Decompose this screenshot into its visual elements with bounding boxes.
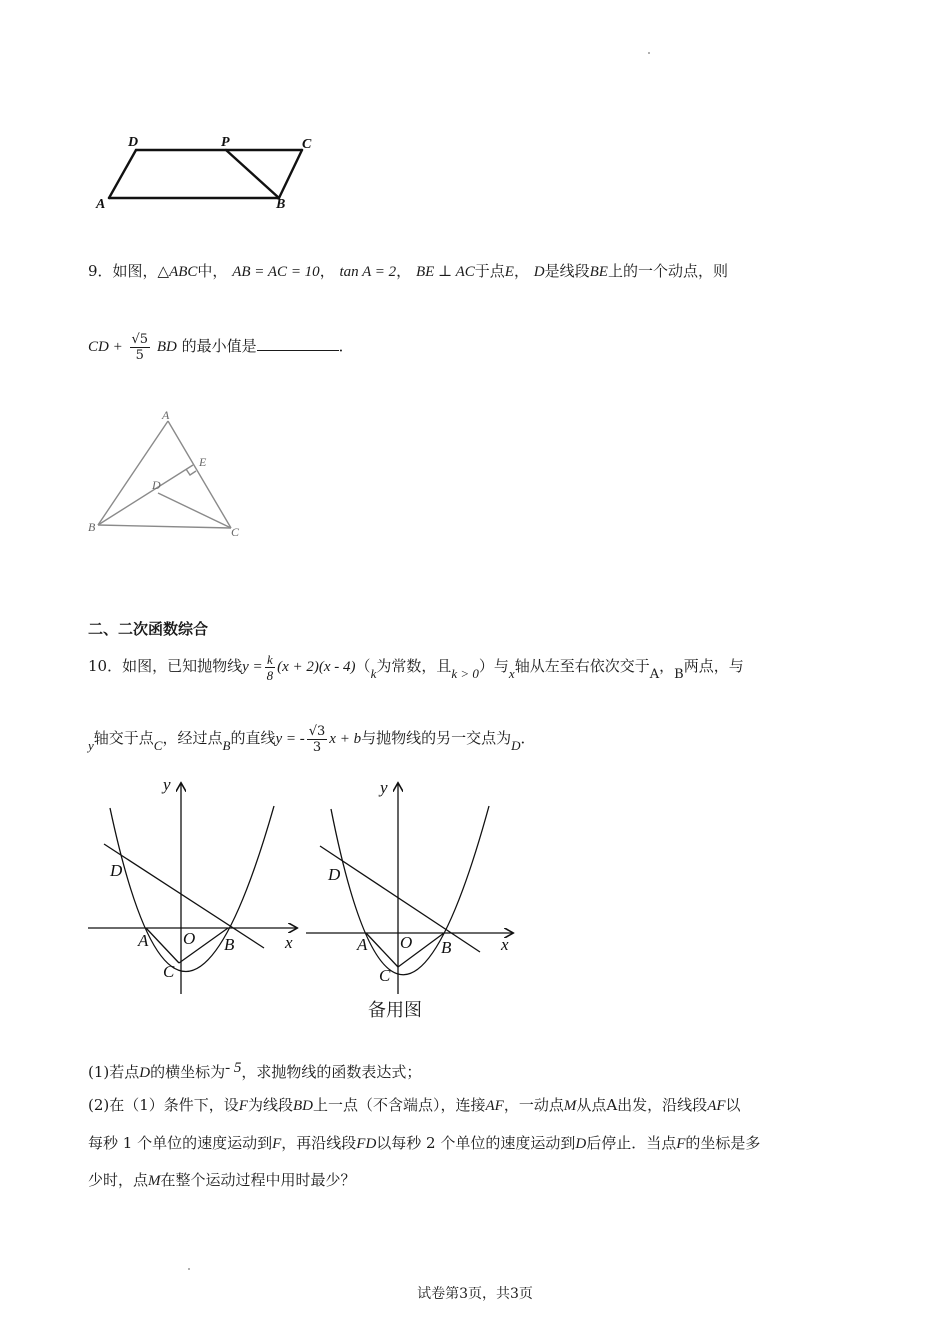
g2-O-label: O: [400, 933, 413, 952]
parabola-graph-spare: [304, 776, 519, 1001]
q9-answer-blank[interactable]: [257, 334, 339, 351]
sub1-label: (1)若点: [88, 1063, 140, 1081]
sub1-rest: ，求抛物线的函数表达式；: [241, 1063, 422, 1081]
q9-line2: [88, 328, 354, 365]
sub2-a: (2)在（1）条件下，设: [88, 1096, 239, 1114]
q10-comma: ，: [659, 657, 675, 675]
q9-line1: [88, 260, 728, 283]
q10-frac-k: k: [265, 652, 276, 668]
sub2-AF2: AF: [707, 1098, 726, 1114]
sub2-line3a: 少时，点: [88, 1171, 149, 1189]
sub2-F2: F: [272, 1136, 282, 1152]
section-2-title: 二、二次函数综合: [88, 620, 209, 638]
q10-line2-a: 轴交于点: [93, 729, 154, 747]
g2-D-label: D: [328, 865, 341, 884]
spare-graph-caption: 备用图: [368, 1000, 422, 1021]
g2-x-label: x: [501, 935, 509, 954]
q9-expr-cd: CD +: [88, 339, 123, 355]
q10-paren-close: ）与: [478, 657, 509, 675]
q10-two-points: 两点，与: [683, 657, 744, 675]
q10-paren-open: （: [355, 657, 371, 675]
q10-kpos: k > 0: [451, 666, 479, 681]
q9-sep2: ，: [396, 262, 412, 280]
parabola-graph-main: [86, 776, 301, 1001]
sub2-line2c: 以每秒 2 个单位的速度运动到: [376, 1134, 576, 1152]
q9-fraction: [130, 332, 151, 363]
sub2-BD: BD: [292, 1098, 313, 1114]
q9-cond1: AB = AC = 10: [232, 264, 320, 280]
q9-question: 的最小值是: [181, 337, 257, 355]
g2-C-label: C: [379, 966, 391, 985]
q9-E: E: [504, 264, 514, 280]
sub2-c: 上一点（不含端点），连接: [312, 1096, 486, 1114]
q10-line2-B: B: [222, 738, 231, 753]
q10-line-fraction: [307, 724, 328, 755]
sub2-D: D: [575, 1136, 587, 1152]
sub2-line3b: 在整个运动过程中用时最少？: [160, 1171, 356, 1189]
sub2-e: 从点A出发，沿线段: [576, 1096, 708, 1114]
q9-frac-den: 5: [135, 347, 144, 363]
q9-yu: 于点: [474, 262, 505, 280]
q10-frac-8: 8: [266, 667, 274, 683]
tri-label-A: A: [162, 408, 170, 422]
sub2-line2a: 每秒 1 个单位的速度运动到: [88, 1134, 273, 1152]
g1-C-label: C: [163, 962, 175, 981]
triangle-figure: [86, 405, 256, 545]
q10-line2-D: D: [511, 738, 521, 753]
sub2-d: ，一动点: [503, 1096, 564, 1114]
tri-label-B: B: [88, 520, 96, 534]
q10-line-xb: x + b: [329, 731, 362, 747]
q9-sep1: ，: [319, 262, 335, 280]
tri-label-E: E: [199, 455, 207, 469]
q9-tail: 上的一个动点，则: [607, 262, 728, 280]
q10-line1: [88, 648, 744, 686]
q9-expr-bd: BD: [156, 339, 177, 355]
parallelogram-figure: [90, 128, 330, 218]
label-B: B: [276, 197, 286, 212]
q10-sub2-line1: [88, 1094, 741, 1117]
g2-A-label: A: [357, 935, 368, 954]
sub2-line2b: ，再沿线段: [281, 1134, 357, 1152]
q10-line2-end: ．: [520, 729, 536, 747]
page-mark: [648, 52, 650, 54]
q9-number: 9．如图，: [88, 262, 158, 280]
sub2-F3: F: [676, 1136, 686, 1152]
q9-cond2: tan A = 2: [339, 264, 397, 280]
q10-y-eq: y =: [242, 659, 263, 675]
q10-line2-d: 与抛物线的另一交点为: [361, 729, 512, 747]
q10-x: x: [508, 666, 515, 681]
tri-label-D: D: [152, 478, 161, 492]
q9-BE: BE: [589, 264, 608, 280]
q10-k: k: [370, 666, 377, 681]
q9-in: 中，: [197, 262, 228, 280]
sub2-F: F: [238, 1098, 248, 1114]
sub2-AF: AF: [485, 1098, 504, 1114]
q10-axis-text: 轴从左至右依次交于: [514, 657, 650, 675]
q9-end: ．: [338, 337, 354, 355]
q10-sub1: [88, 1061, 421, 1084]
sub1-val: - 5: [225, 1060, 242, 1076]
q9-mid: 是线段: [544, 262, 590, 280]
sub2-FD: FD: [356, 1136, 377, 1152]
label-A: A: [96, 197, 106, 212]
g2-B-label: B: [441, 938, 452, 957]
q10-sub2-line2: [88, 1132, 760, 1155]
sub2-f: 以: [725, 1096, 741, 1114]
g1-B-label: B: [224, 935, 235, 954]
sub2-b: 为线段: [247, 1096, 293, 1114]
q10-fraction: [265, 652, 276, 683]
tri-label-C: C: [231, 525, 240, 539]
q10-line2-b: ，经过点: [162, 729, 223, 747]
q9-frac-num: √5: [131, 331, 149, 347]
label-C: C: [302, 137, 312, 152]
sub1-text: 的横坐标为: [150, 1063, 226, 1081]
sub2-M: M: [563, 1098, 577, 1114]
g1-A-label: A: [138, 931, 149, 950]
q10-number: 10．如图，已知抛物线: [88, 657, 243, 675]
g2-y-label: y: [380, 778, 388, 797]
q10-const: 为常数，且: [376, 657, 452, 675]
q10-line-num: √3: [308, 723, 326, 739]
q10-A: A: [649, 667, 660, 682]
label-D: D: [128, 135, 139, 150]
page-mark-bottom: [188, 1268, 190, 1270]
sub2-line2e: 的坐标是多: [685, 1134, 761, 1152]
g1-D-label: D: [110, 861, 123, 880]
q10-sub2-line3: [88, 1169, 356, 1192]
q10-line-den: 3: [312, 739, 322, 755]
q10-B: B: [674, 667, 684, 682]
q10-line2-y: y: [88, 738, 94, 753]
q10-line2-C: C: [153, 738, 163, 753]
q9-triangle: △ABC: [157, 264, 198, 280]
q10-line2-c: 的直线: [230, 729, 276, 747]
label-P: P: [221, 135, 230, 150]
g1-O-label: O: [183, 929, 196, 948]
sub1-D: D: [139, 1065, 151, 1081]
q10-factors: (x + 2)(x - 4): [277, 659, 356, 675]
g1-x-label: x: [285, 933, 293, 952]
q9-cond3: BE ⊥ AC: [415, 264, 475, 280]
sub2-line2d: 后停止．当点: [586, 1134, 677, 1152]
q9-D: D: [533, 264, 545, 280]
page-footer: 试卷第3页，共3页: [417, 1286, 533, 1302]
sub2-M2: M: [148, 1173, 161, 1189]
q9-comma: ，: [513, 262, 529, 280]
q10-line-y: y = -: [275, 731, 305, 747]
g1-y-label: y: [163, 776, 171, 794]
q10-line2: [88, 720, 536, 757]
